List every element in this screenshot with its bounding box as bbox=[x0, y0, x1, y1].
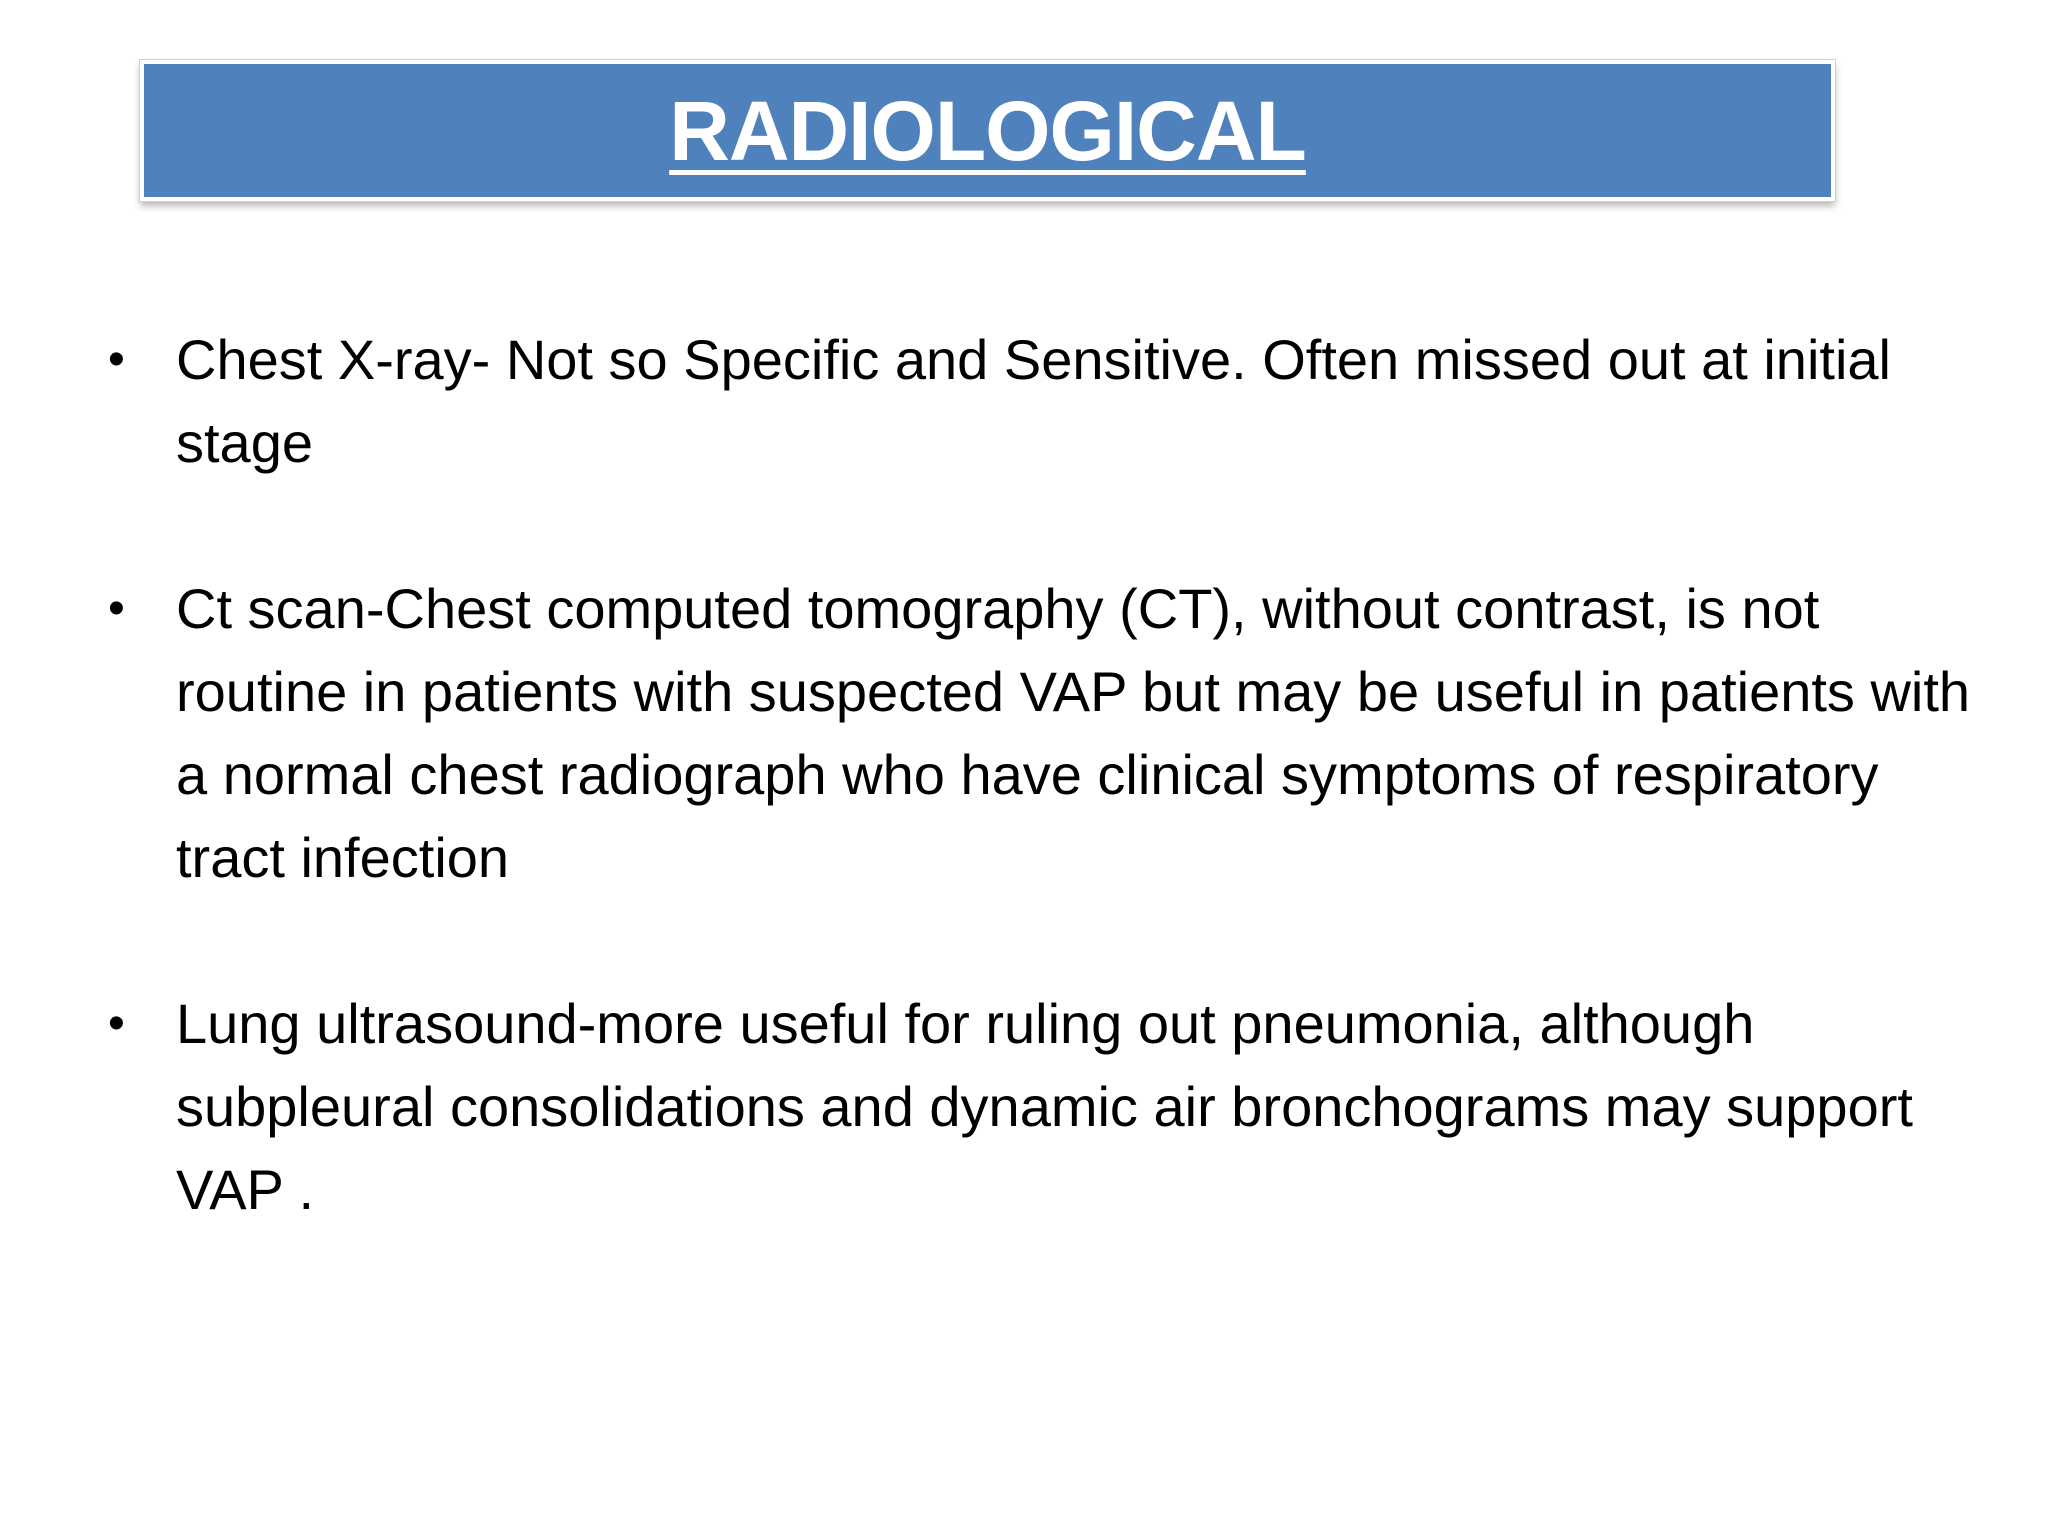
bullet-text: Chest X-ray- Not so Specific and Sensitive. Often missed out at initial stage bbox=[176, 328, 1891, 474]
bullet-item-ct-scan bbox=[108, 567, 1988, 899]
slide-title: RADIOLOGICAL bbox=[669, 83, 1306, 178]
bullet-item-chest-xray bbox=[108, 318, 1988, 484]
bullet-item-lung-ultrasound bbox=[108, 982, 1988, 1231]
bullet-icon: • bbox=[108, 997, 125, 1050]
bullet-text: Ct scan-Chest computed tomography (CT), without contrast, is not routine in patients with suspected VAP but may be useful in patients with a normal chest radiograph who have clinical symptoms of respiratory tract infection bbox=[176, 577, 1971, 889]
bullet-icon: • bbox=[108, 582, 125, 635]
bullet-icon: • bbox=[108, 333, 125, 386]
bullet-list bbox=[108, 318, 1988, 1231]
bullet-text: Lung ultrasound-more useful for ruling out pneumonia, although subpleural consolidations and dynamic air bronchograms may support VAP . bbox=[176, 992, 1913, 1221]
title-banner bbox=[140, 60, 1835, 201]
